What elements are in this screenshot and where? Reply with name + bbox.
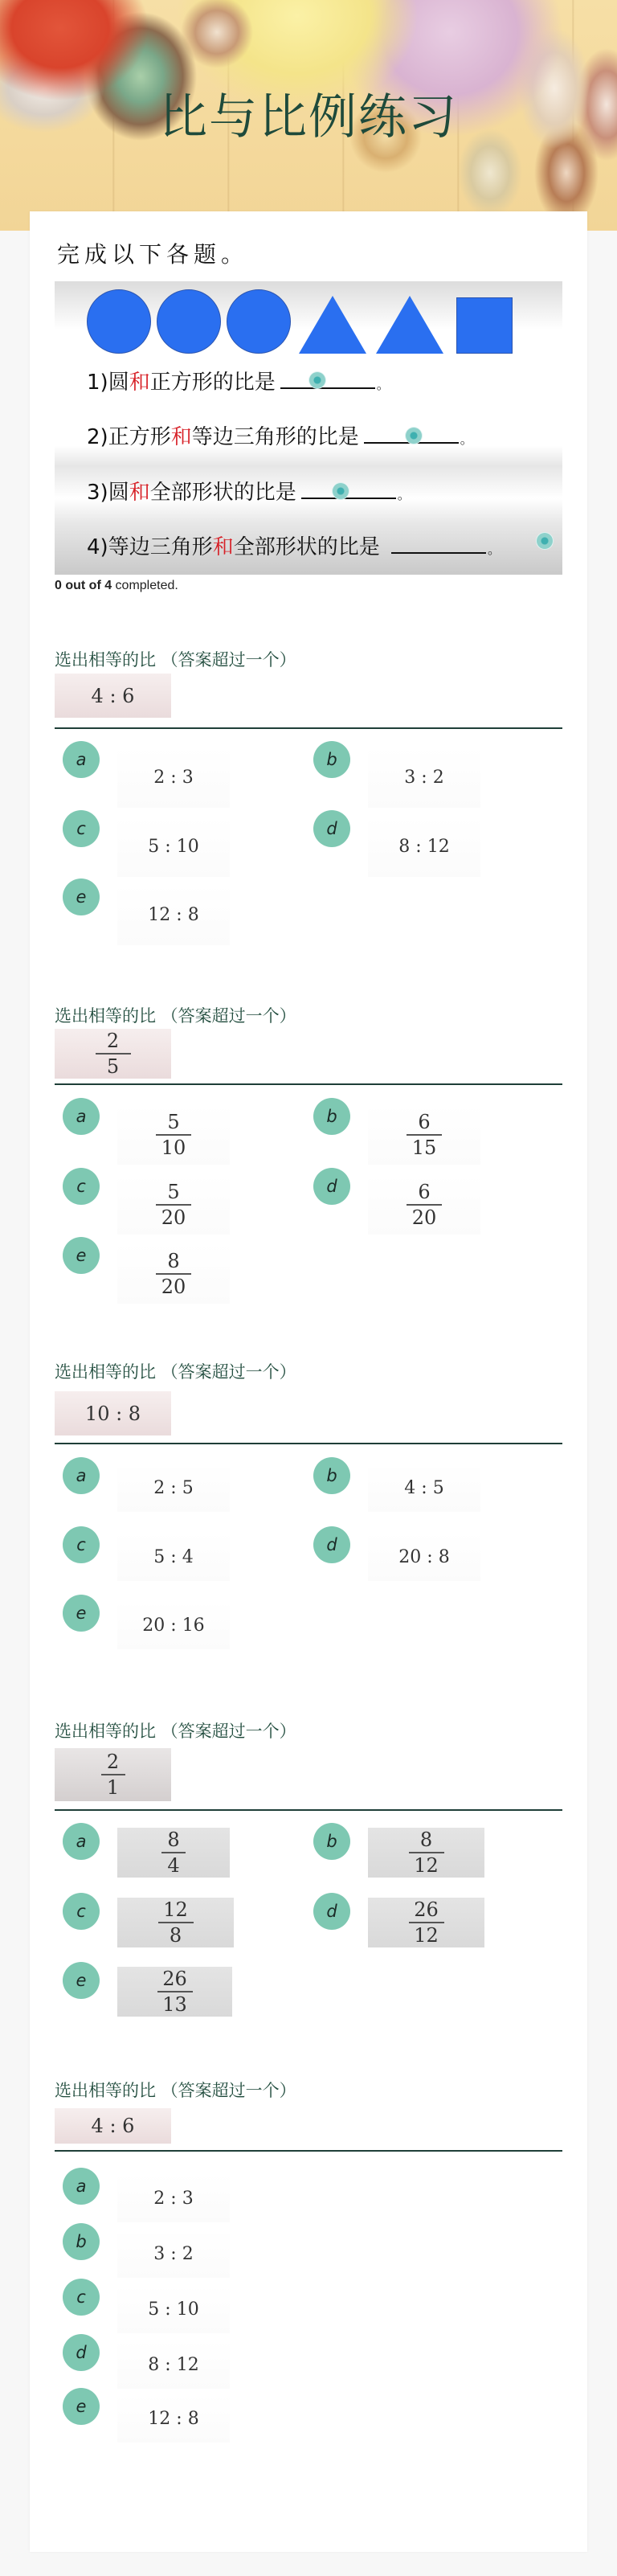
- option-badge: e: [63, 2388, 100, 2425]
- option-value: [117, 1243, 230, 1304]
- line-text: 等边三角形的比是: [191, 425, 359, 449]
- option-b[interactable]: [305, 741, 530, 805]
- option-e[interactable]: [55, 1237, 280, 1301]
- fraction-bar: [407, 1204, 442, 1206]
- fraction-bar: [407, 1134, 442, 1136]
- answer-hotspot-4[interactable]: [536, 532, 554, 550]
- answer-hotspot-1[interactable]: [308, 371, 326, 389]
- denominator: 12: [414, 1854, 439, 1877]
- question-prompt: 4 : 6: [55, 2108, 171, 2144]
- fill-line-1: [87, 366, 390, 395]
- option-badge: c: [63, 2279, 100, 2316]
- numerator: 6: [418, 1180, 431, 1203]
- line-text: 圆: [108, 481, 129, 505]
- option-a[interactable]: [55, 741, 280, 805]
- option-value: [117, 1174, 230, 1235]
- option-badge: c: [63, 1168, 100, 1205]
- option-value: 20 : 16: [117, 1601, 230, 1649]
- shapes-figure: [55, 281, 562, 575]
- intro-heading: 完成以下各题。: [57, 241, 249, 268]
- option-value: 12 : 8: [117, 2394, 230, 2443]
- question-prompt: [55, 1748, 171, 1801]
- option-value: 5 : 10: [117, 817, 230, 877]
- line-text: 正方形的比是: [149, 371, 276, 395]
- question-title: 选出相等的比 （答案超过一个）: [55, 2081, 296, 2100]
- fraction: [156, 1112, 191, 1157]
- option-value: [368, 1104, 480, 1165]
- fraction: [96, 1031, 131, 1076]
- line-conj: 和: [129, 371, 150, 395]
- line-number: 4): [87, 535, 108, 559]
- option-b[interactable]: [305, 1823, 530, 1887]
- option-badge: c: [63, 1893, 100, 1930]
- fraction-bar: [156, 1273, 191, 1275]
- denominator: 20: [161, 1275, 186, 1298]
- option-a[interactable]: [55, 1457, 280, 1521]
- answer-hotspot-2[interactable]: [405, 427, 423, 444]
- option-badge: d: [63, 2334, 100, 2371]
- option-badge: a: [63, 1457, 100, 1494]
- line-text: 等边三角形: [108, 535, 213, 559]
- shapes-row: [87, 288, 513, 354]
- fraction: [156, 1182, 191, 1227]
- option-c[interactable]: [55, 2279, 280, 2343]
- line-conj: 和: [170, 425, 192, 449]
- question-prompt: 10 : 8: [55, 1391, 171, 1435]
- triangle-shape: [299, 296, 366, 354]
- circle-shape: [227, 289, 291, 354]
- fraction: [409, 1900, 444, 1945]
- option-b[interactable]: [305, 1098, 530, 1162]
- option-badge: c: [63, 1526, 100, 1563]
- denominator: 8: [169, 1924, 182, 1947]
- question-title: 选出相等的比 （答案超过一个）: [55, 1362, 296, 1382]
- fraction: [409, 1830, 444, 1875]
- option-badge: b: [313, 1823, 350, 1860]
- fill-line-3: [87, 476, 411, 506]
- option-value: [117, 1828, 230, 1878]
- line-text: 全部形状的比是: [233, 535, 386, 559]
- numerator: 6: [418, 1110, 431, 1133]
- option-value: 8 : 12: [117, 2341, 230, 2389]
- answer-blank: [391, 536, 486, 554]
- line-end: 。: [460, 432, 473, 447]
- fraction-bar: [156, 1134, 191, 1136]
- option-e[interactable]: [55, 2388, 280, 2452]
- option-badge: a: [63, 1098, 100, 1135]
- fraction: [161, 1830, 186, 1875]
- progress-status: [55, 579, 178, 593]
- option-value: 12 : 8: [117, 885, 230, 945]
- option-badge: e: [63, 1237, 100, 1274]
- line-end: 。: [397, 487, 411, 502]
- option-badge: a: [63, 1823, 100, 1860]
- square-shape: [456, 297, 513, 354]
- fraction: [157, 1969, 193, 2014]
- line-conj: 和: [129, 481, 150, 505]
- option-d[interactable]: [305, 1168, 530, 1232]
- option-badge: d: [313, 810, 350, 847]
- line-text: 圆: [108, 371, 129, 395]
- page-title: 比与比例练习: [159, 89, 458, 145]
- numerator: 5: [167, 1180, 180, 1203]
- question-title: 选出相等的比 （答案超过一个）: [55, 650, 296, 670]
- numerator: 8: [419, 1829, 433, 1851]
- fraction: [158, 1900, 194, 1945]
- denominator: 1: [106, 1776, 120, 1799]
- option-a[interactable]: [55, 2168, 280, 2232]
- option-value: 4 : 5: [368, 1464, 480, 1512]
- option-c[interactable]: [55, 1893, 280, 1957]
- divider: [55, 1809, 562, 1811]
- option-badge: c: [63, 810, 100, 847]
- option-e[interactable]: [55, 1595, 280, 1659]
- line-text: 正方形: [108, 425, 171, 449]
- divider: [55, 1083, 562, 1085]
- option-value: [368, 1898, 484, 1947]
- question-title: 选出相等的比 （答案超过一个）: [55, 1722, 296, 1741]
- denominator: 10: [161, 1136, 186, 1159]
- line-end: 。: [487, 542, 501, 557]
- option-c[interactable]: [55, 1526, 280, 1591]
- progress-label: completed.: [112, 579, 178, 592]
- numerator: 8: [167, 1249, 180, 1272]
- numerator: 12: [163, 1898, 188, 1921]
- option-badge: e: [63, 1595, 100, 1632]
- question-prompt: [55, 1029, 171, 1079]
- option-value: 8 : 12: [368, 817, 480, 877]
- option-a[interactable]: [55, 1823, 280, 1887]
- line-number: 1): [87, 371, 108, 395]
- option-value: 2 : 3: [117, 2174, 230, 2222]
- option-b[interactable]: [55, 2223, 280, 2287]
- denominator: 13: [162, 1993, 187, 2016]
- worksheet-card: [30, 211, 587, 2552]
- option-badge: d: [313, 1893, 350, 1930]
- option-value: 3 : 2: [117, 2230, 230, 2278]
- numerator: 26: [414, 1898, 439, 1921]
- fraction-bar: [96, 1053, 131, 1055]
- option-badge: a: [63, 2168, 100, 2205]
- numerator: 8: [167, 1829, 180, 1851]
- circle-shape: [87, 289, 151, 354]
- fraction: [156, 1251, 191, 1296]
- option-value: 20 : 8: [368, 1533, 480, 1581]
- option-d[interactable]: [305, 1526, 530, 1591]
- option-c[interactable]: [55, 810, 280, 874]
- fraction-bar: [158, 1922, 194, 1923]
- option-badge: b: [63, 2223, 100, 2260]
- numerator: 2: [106, 1030, 120, 1052]
- option-badge: e: [63, 878, 100, 915]
- header-banner: [0, 0, 617, 231]
- denominator: 20: [161, 1206, 186, 1229]
- fraction-bar: [161, 1852, 186, 1853]
- option-value: [368, 1174, 480, 1235]
- numerator: 26: [162, 1968, 187, 1990]
- circle-shape: [157, 289, 221, 354]
- option-value: 2 : 5: [117, 1464, 230, 1512]
- progress-count: 0 out of 4: [55, 579, 112, 592]
- answer-hotspot-3[interactable]: [332, 482, 349, 500]
- option-badge: e: [63, 1962, 100, 1999]
- line-number: 3): [87, 481, 108, 505]
- option-badge: b: [313, 741, 350, 778]
- option-value: [117, 1898, 234, 1947]
- denominator: 20: [411, 1206, 437, 1229]
- fill-line-4: [87, 530, 501, 560]
- fraction-bar: [409, 1922, 444, 1923]
- option-e[interactable]: [55, 878, 280, 943]
- option-a[interactable]: [55, 1098, 280, 1162]
- option-badge: b: [313, 1098, 350, 1135]
- divider: [55, 1443, 562, 1444]
- option-badge: d: [313, 1168, 350, 1205]
- option-value: [368, 1828, 484, 1878]
- denominator: 12: [414, 1924, 439, 1947]
- option-value: 3 : 2: [368, 747, 480, 808]
- option-value: [117, 1967, 232, 2017]
- line-text: 全部形状的比是: [149, 481, 296, 505]
- option-value: 5 : 10: [117, 2285, 230, 2333]
- line-end: 。: [376, 377, 390, 392]
- divider: [55, 2150, 562, 2152]
- answer-blank: [280, 371, 375, 389]
- fraction-bar: [156, 1204, 191, 1206]
- line-number: 2): [87, 425, 108, 449]
- numerator: 5: [167, 1110, 180, 1133]
- denominator: 15: [411, 1136, 437, 1159]
- question-prompt: 4 : 6: [55, 674, 171, 718]
- option-badge: d: [313, 1526, 350, 1563]
- fraction-bar: [409, 1852, 444, 1853]
- option-badge: b: [313, 1457, 350, 1494]
- numerator: 2: [106, 1751, 120, 1773]
- fraction: [101, 1752, 125, 1797]
- divider: [55, 727, 562, 729]
- fraction-bar: [101, 1774, 125, 1775]
- denominator: 5: [106, 1055, 120, 1078]
- fraction: [407, 1182, 442, 1227]
- option-b[interactable]: [305, 1457, 530, 1521]
- line-conj: 和: [212, 535, 234, 559]
- option-value: 2 : 3: [117, 747, 230, 808]
- option-d[interactable]: [305, 1893, 530, 1957]
- option-value: [117, 1104, 230, 1165]
- option-e[interactable]: [55, 1962, 280, 2026]
- fraction: [407, 1112, 442, 1157]
- denominator: 4: [167, 1854, 180, 1877]
- option-value: 5 : 4: [117, 1533, 230, 1581]
- question-title: 选出相等的比 （答案超过一个）: [55, 1006, 296, 1026]
- triangle-shape: [376, 296, 443, 354]
- option-d[interactable]: [305, 810, 530, 874]
- option-badge: a: [63, 741, 100, 778]
- option-c[interactable]: [55, 1168, 280, 1232]
- fraction-bar: [157, 1991, 193, 1992]
